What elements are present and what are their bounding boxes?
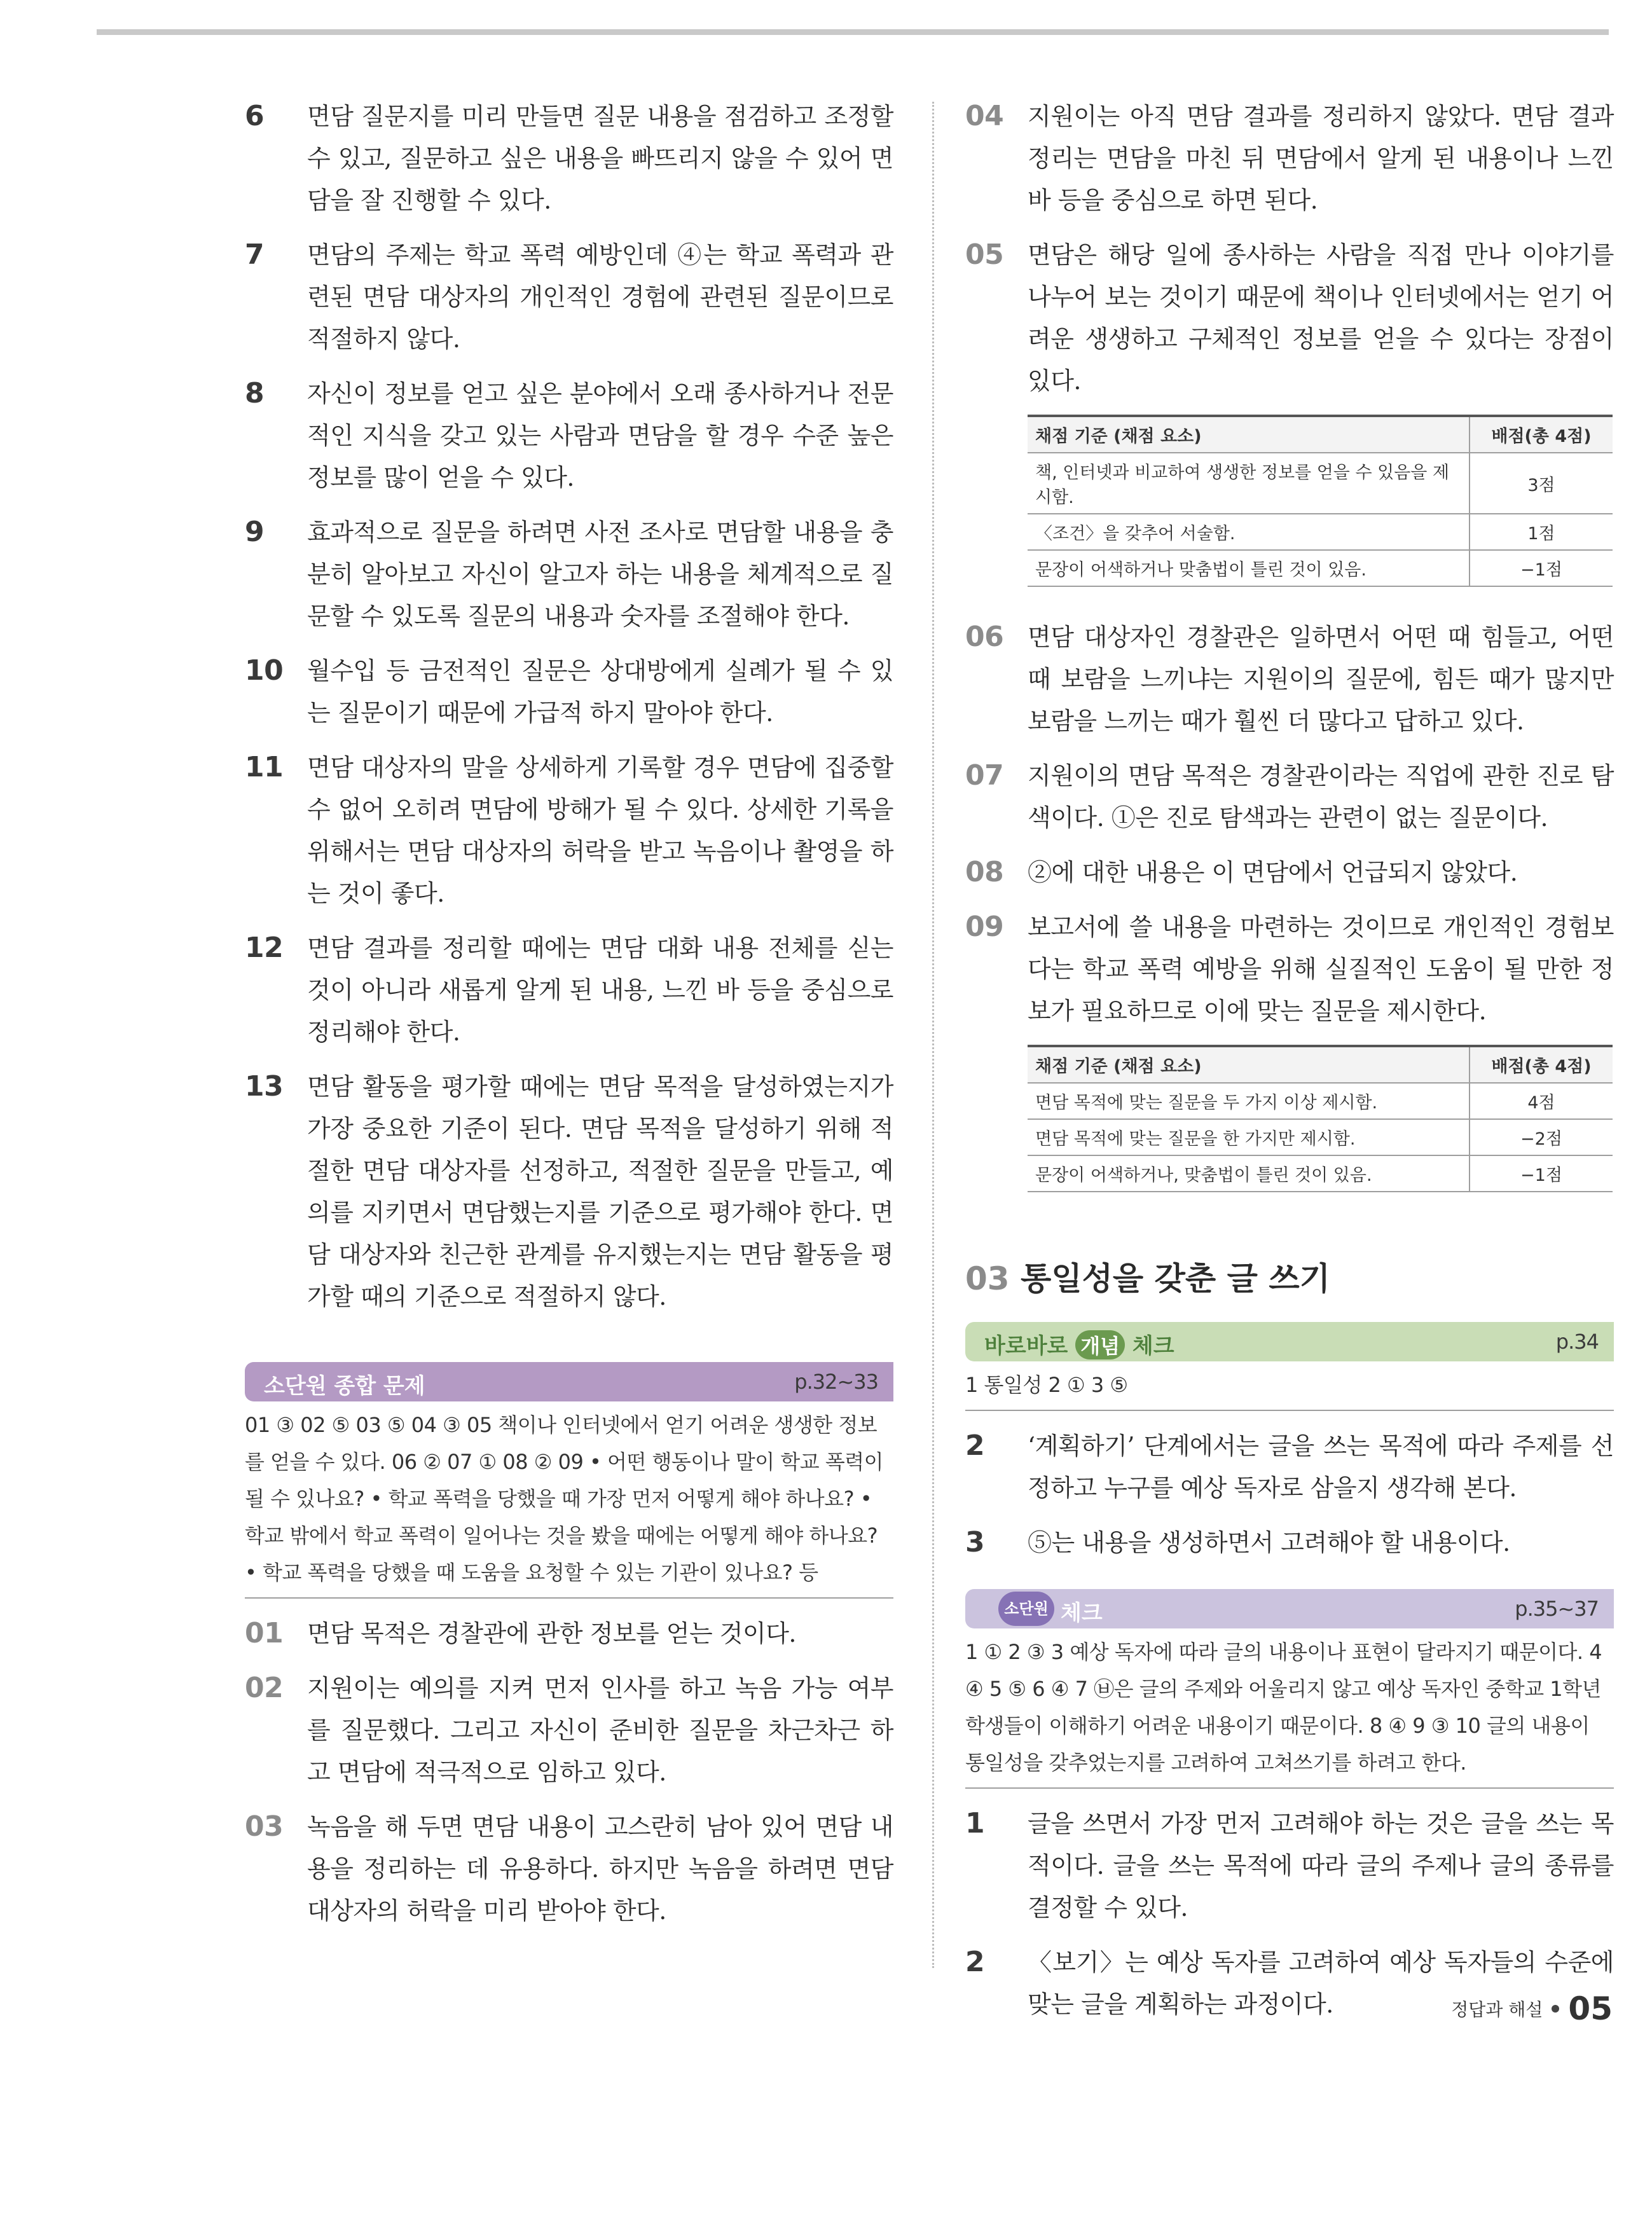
- item-8: 8 자신이 정보를 얻고 싶은 분야에서 오래 종사하거나 전문적인 지식을 갖고 있는 사람과 면담을 할 경우 수준 높은 정보를 많이 얻을 수 있다.: [245, 377, 893, 492]
- page-number: 05: [1568, 1990, 1613, 2027]
- table-row: 면담 목적에 맞는 질문을 두 가지 이상 제시함. 4점: [1028, 1083, 1613, 1119]
- item-03: 03 녹음을 해 두면 면담 내용이 고스란히 남아 있어 면담 내용을 정리하는 데 유용하다. 하지만 녹음을 하려면 면담 대상자의 허락을 미리 받아야 한다.: [245, 1810, 893, 1925]
- bullet-icon: [1552, 2005, 1559, 2013]
- scoring-table-09: [1028, 1045, 1613, 1192]
- band-title: 바로바로 개념 체크: [984, 1328, 1174, 1359]
- item-08: 08 ②에 대한 내용은 이 면담에서 언급되지 않았다.: [965, 856, 1518, 888]
- table-header: 채점 기준 (채점 요소) 배점(총 4점): [1028, 1046, 1613, 1083]
- table-row: 문장이 어색하거나 맞춤법이 틀린 것이 있음. −1점: [1028, 550, 1613, 586]
- comprehensive-problems-band: [245, 1362, 893, 1401]
- subunit-stamp: 소단원: [998, 1592, 1054, 1626]
- band-page-ref: p.34: [1555, 1330, 1599, 1354]
- item-05: 05 면담은 해당 일에 종사하는 사람을 직접 만나 이야기를 나누어 보는 것이기 때문에 책이나 인터넷에서는 얻기 어려운 생생하고 구체적인 정보를 얻을 수 있다는 장점이 있다.: [965, 238, 1614, 395]
- table-row: 〈조건〉을 갖추어 서술함. 1점: [1028, 514, 1613, 550]
- check-answers: 1 ① 2 ③ 3 예상 독자에 따라 글의 내용이나 표현이 달라지기 때문이다. 4 ④ 5 ⑤ 6 ④ 7 ㉥은 글의 주제와 어울리지 않고 예상 독자인 중학교 1학년 학생들이 이해하기 어려운 내용이기 때문이다. 8 ④ 9 ③ 10 글의 내용이 통일성을 갖추었는지를 고려하여 고쳐쓰기를 하려고 한다.: [965, 1628, 1614, 1789]
- footer-label: 정답과 해설: [1451, 1999, 1543, 2020]
- item-7: 7 면담의 주제는 학교 폭력 예방인데 ④는 학교 폭력과 관련된 면담 대상자의 개인적인 경험에 관련된 질문이므로 적절하지 않다.: [245, 238, 893, 353]
- item-02: 02 지원이는 예의를 지켜 먼저 인사를 하고 녹음 가능 여부를 질문했다. 그리고 자신이 준비한 질문을 차근차근 하고 면담에 적극적으로 임하고 있다.: [245, 1672, 893, 1786]
- column-divider: [932, 102, 934, 1968]
- concept-check-band: [965, 1322, 1614, 1361]
- table-header: 채점 기준 (채점 요소) 배점(총 4점): [1028, 416, 1613, 453]
- subunit-check-band: [965, 1589, 1614, 1628]
- item-09: 09 보고서에 쓸 내용을 마련하는 것이므로 개인적인 경험보다는 학교 폭력 예방을 위해 실질적인 도움이 될 만한 정보가 필요하므로 이에 맞는 질문을 제시한다.: [965, 911, 1614, 1025]
- comprehensive-answers: 01 ③ 02 ⑤ 03 ⑤ 04 ③ 05 책이나 인터넷에서 얻기 어려운 생생한 정보를 얻을 수 있다. 06 ② 07 ① 08 ② 09 • 어떤 행동이나 말이 학교 폭력이 될 수 있나요? • 학교 폭력을 당했을 때 가장 먼저 어떻게 해야 하나요? • 학교 밖에서 학교 폭력이 일어나는 것을 봤을 때에는 어떻게 해야 하나요? • 학교 폭력을 당했을 때 도움을 요청할 수 있는 기관이 있나요? 등: [245, 1401, 893, 1599]
- band-page-ref: p.32~33: [794, 1370, 878, 1394]
- page-footer: [1451, 1990, 1613, 2027]
- table-row: 면담 목적에 맞는 질문을 한 가지만 제시함. −2점: [1028, 1119, 1613, 1155]
- item-07: 07 지원이의 면담 목적은 경찰관이라는 직업에 관한 진로 탐색이다. ①은 진로 탐색과는 관련이 없는 질문이다.: [965, 759, 1614, 832]
- table-row: 책, 인터넷과 비교하여 생생한 정보를 얻을 수 있음을 제시함. 3점: [1028, 453, 1613, 514]
- left-column: [245, 95, 893, 1944]
- item-6: 6 면담 질문지를 미리 만들면 질문 내용을 점검하고 조정할 수 있고, 질문하고 싶은 내용을 빠뜨리지 않을 수 있어 면담을 잘 진행할 수 있다.: [245, 100, 893, 214]
- band-title: 소단원 종합 문제: [264, 1373, 425, 1399]
- check-item-2: 2 〈보기〉는 예상 독자를 고려하여 예상 독자들의 수준에 맞는 글을 계획하는 과정이다.: [965, 1946, 1614, 2018]
- concept-item-2: 2 ‘계획하기’ 단계에서는 글을 쓰는 목적에 따라 주제를 선정하고 누구를 예상 독자로 삼을지 생각해 본다.: [965, 1429, 1614, 1502]
- concept-item-3: 3 ⑤는 내용을 생성하면서 고려해야 할 내용이다.: [965, 1526, 1510, 1559]
- item-13: 13 면담 활동을 평가할 때에는 면담 목적을 달성하였는지가 가장 중요한 기준이 된다. 면담 목적을 달성하기 위해 적절한 면담 대상자를 선정하고, 적절한 질문을 만들고, 예의를 지키면서 면담했는지를 기준으로 평가해야 한다. 면담 대상자와 친근한 관계를 유지했는지는 면담 활동을 평가할 때의 기준으로 적절하지 않다.: [245, 1070, 893, 1311]
- concept-answers: 1 통일성 2 ① 3 ⑤: [965, 1361, 1614, 1411]
- top-rule: [97, 29, 1609, 35]
- item-06: 06 면담 대상자인 경찰관은 일하면서 어떤 때 힘들고, 어떤 때 보람을 느끼냐는 지원이의 질문에, 힘든 때가 많지만 보람을 느끼는 때가 훨씬 더 많다고 답하고 있다.: [965, 621, 1614, 735]
- right-column: [965, 95, 1614, 2038]
- section-heading: 03 통일성을 갖춘 글 쓰기: [965, 1260, 1330, 1297]
- item-12: 12 면담 결과를 정리할 때에는 면담 대화 내용 전체를 싣는 것이 아니라 새롭게 알게 된 내용, 느낀 바 등을 중심으로 정리해야 한다.: [245, 932, 893, 1046]
- check-item-1: 1 글을 쓰면서 가장 먼저 고려해야 하는 것은 글을 쓰는 목적이다. 글을 쓰는 목적에 따라 글의 주제나 글의 종류를 결정할 수 있다.: [965, 1807, 1614, 1922]
- band-title: 체크: [1061, 1600, 1103, 1626]
- item-11: 11 면담 대상자의 말을 상세하게 기록할 경우 면담에 집중할 수 없어 오히려 면담에 방해가 될 수 있다. 상세한 기록을 위해서는 면담 대상자의 허락을 받고 녹음이나 촬영을 하는 것이 좋다.: [245, 751, 893, 907]
- scoring-table-05: [1028, 415, 1613, 587]
- item-9: 9 효과적으로 질문을 하려면 사전 조사로 면담할 내용을 충분히 알아보고 자신이 알고자 하는 내용을 체계적으로 질문할 수 있도록 질문의 내용과 숫자를 조절해야 한다.: [245, 516, 893, 630]
- band-page-ref: p.35~37: [1515, 1597, 1599, 1621]
- item-10: 10 월수입 등 금전적인 질문은 상대방에게 실례가 될 수 있는 질문이기 때문에 가급적 하지 말아야 한다.: [245, 654, 893, 727]
- item-04: 04 지원이는 아직 면담 결과를 정리하지 않았다. 면담 결과 정리는 면담을 마친 뒤 면담에서 알게 된 내용이나 느낀 바 등을 중심으로 하면 된다.: [965, 100, 1614, 214]
- table-row: 문장이 어색하거나, 맞춤법이 틀린 것이 있음. −1점: [1028, 1155, 1613, 1192]
- item-01: 01 면담 목적은 경찰관에 관한 정보를 얻는 것이다.: [245, 1617, 797, 1649]
